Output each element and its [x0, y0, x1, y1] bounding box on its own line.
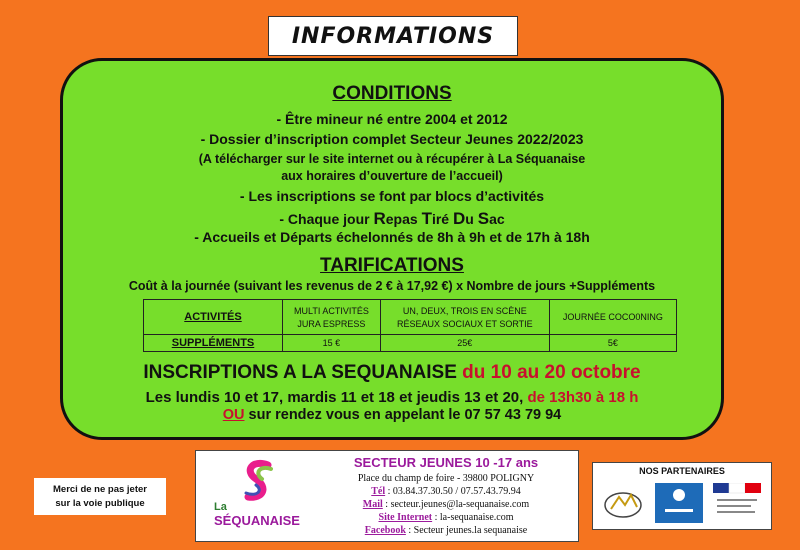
poligny-logo-icon — [601, 485, 645, 521]
phone-text: sur rendez vous en appelant le 07 57 43 79 94 — [244, 407, 562, 423]
label: Site Internet — [378, 512, 433, 523]
text: u — [465, 211, 478, 227]
tarif-subtitle: Coût à la journée (suivant les revenus de 2 € à 17,92 €) x Nombre de jours +Suppléments — [128, 279, 656, 293]
table-cell: 25€ — [380, 335, 549, 352]
page-title: INFORMATIONS — [291, 23, 495, 49]
initial: T — [421, 209, 432, 228]
contact-mail[interactable] — [316, 499, 576, 510]
contact-phone — [316, 486, 576, 497]
caf-logo-icon — [655, 483, 703, 523]
cell-line: MULTI ACTIVITÉS — [294, 305, 369, 316]
ou-label: OU — [222, 407, 245, 423]
label: Facebook — [364, 525, 406, 536]
table-row-header: ACTIVITÉS — [144, 300, 283, 335]
inscriptions-schedule — [63, 389, 721, 406]
inscriptions-phone — [63, 407, 721, 423]
label: Tél — [371, 486, 386, 497]
value[interactable]: : secteur.jeunes@la-sequanaise.com — [382, 499, 530, 510]
condition-line: - Les inscriptions se font par blocs d’activités — [239, 188, 545, 204]
partners-box — [592, 462, 772, 530]
text: iré — [431, 211, 453, 227]
table-row — [144, 300, 677, 335]
litter-notice — [34, 478, 166, 515]
schedule-days: Les lundis 10 et 17, mardis 11 et 18 et jeudis 13 et 20, — [145, 389, 528, 406]
conditions-heading: CONDITIONS — [332, 83, 452, 104]
value[interactable]: : la-sequanaise.com — [432, 512, 514, 523]
condition-line: - Dossier d’inscription complet Secteur Jeunes 2022/2023 — [200, 131, 584, 147]
initial: D — [452, 209, 466, 228]
tarif-table — [143, 299, 677, 352]
inscriptions-heading — [63, 362, 721, 384]
table-cell — [380, 300, 549, 335]
initial: S — [477, 209, 490, 228]
value: : 03.84.37.30.50 / 07.57.43.79.94 — [385, 486, 521, 497]
condition-line: (A télécharger sur le site internet ou à récupérer à La Séquanaise — [198, 152, 586, 166]
cell-line: RÉSEAUX SOCIAUX ET SORTIE — [396, 318, 533, 329]
contact-box — [195, 450, 579, 542]
contact-title: SECTEUR JEUNES 10 -17 ans — [353, 455, 539, 470]
table-row-header: SUPPLÉMENTS — [144, 335, 283, 352]
info-panel — [60, 58, 724, 440]
inscriptions-prefix: INSCRIPTIONS A LA SEQUANAISE — [143, 362, 463, 383]
table-cell: 5€ — [549, 335, 676, 352]
text: ac — [489, 211, 505, 227]
table-cell — [283, 300, 381, 335]
schedule-hours: de 13h30 à 18 h — [527, 389, 639, 406]
logo-la: La — [214, 501, 227, 513]
label: Mail — [362, 499, 383, 510]
cell-line: UN, DEUX, TROIS EN SCÈNE — [402, 305, 527, 316]
sequanaise-logo — [204, 457, 314, 537]
contact-site[interactable] — [316, 512, 576, 523]
notice-line: sur la voie publique — [55, 498, 145, 509]
notice-line: Merci de ne pas jeter — [53, 484, 147, 495]
condition-line: - Accueils et Départs échelonnés de 8h à 9h et de 17h à 18h — [194, 229, 590, 245]
table-cell: 15 € — [283, 335, 381, 352]
prefecture-logo-icon — [713, 483, 761, 523]
text: - Chaque jour — [279, 211, 374, 227]
contact-facebook[interactable] — [316, 525, 576, 536]
condition-line: - Être mineur né entre 2004 et 2012 — [276, 111, 508, 127]
contact-address: Place du champ de foire - 39800 POLIGNY — [357, 473, 535, 484]
text: epas — [385, 211, 422, 227]
value[interactable]: : Secteur jeunes.la sequanaise — [405, 525, 528, 536]
condition-line-repas — [63, 209, 721, 229]
initial: R — [373, 209, 386, 228]
inscriptions-dates: du 10 au 20 octobre — [462, 362, 641, 383]
logo-name: SÉQUANAISE — [214, 513, 300, 528]
sequanaise-s-icon — [238, 459, 278, 505]
tarifications-heading: TARIFICATIONS — [320, 255, 464, 276]
cell-line: JURA ESPRESS — [297, 318, 366, 329]
condition-line: aux horaires d’ouverture de l’accueil) — [281, 169, 503, 183]
table-row — [144, 335, 677, 352]
partners-title: NOS PARTENAIRES — [639, 466, 725, 476]
title-banner — [268, 16, 518, 56]
table-cell: JOURNÉE COCO0NING — [549, 300, 676, 335]
